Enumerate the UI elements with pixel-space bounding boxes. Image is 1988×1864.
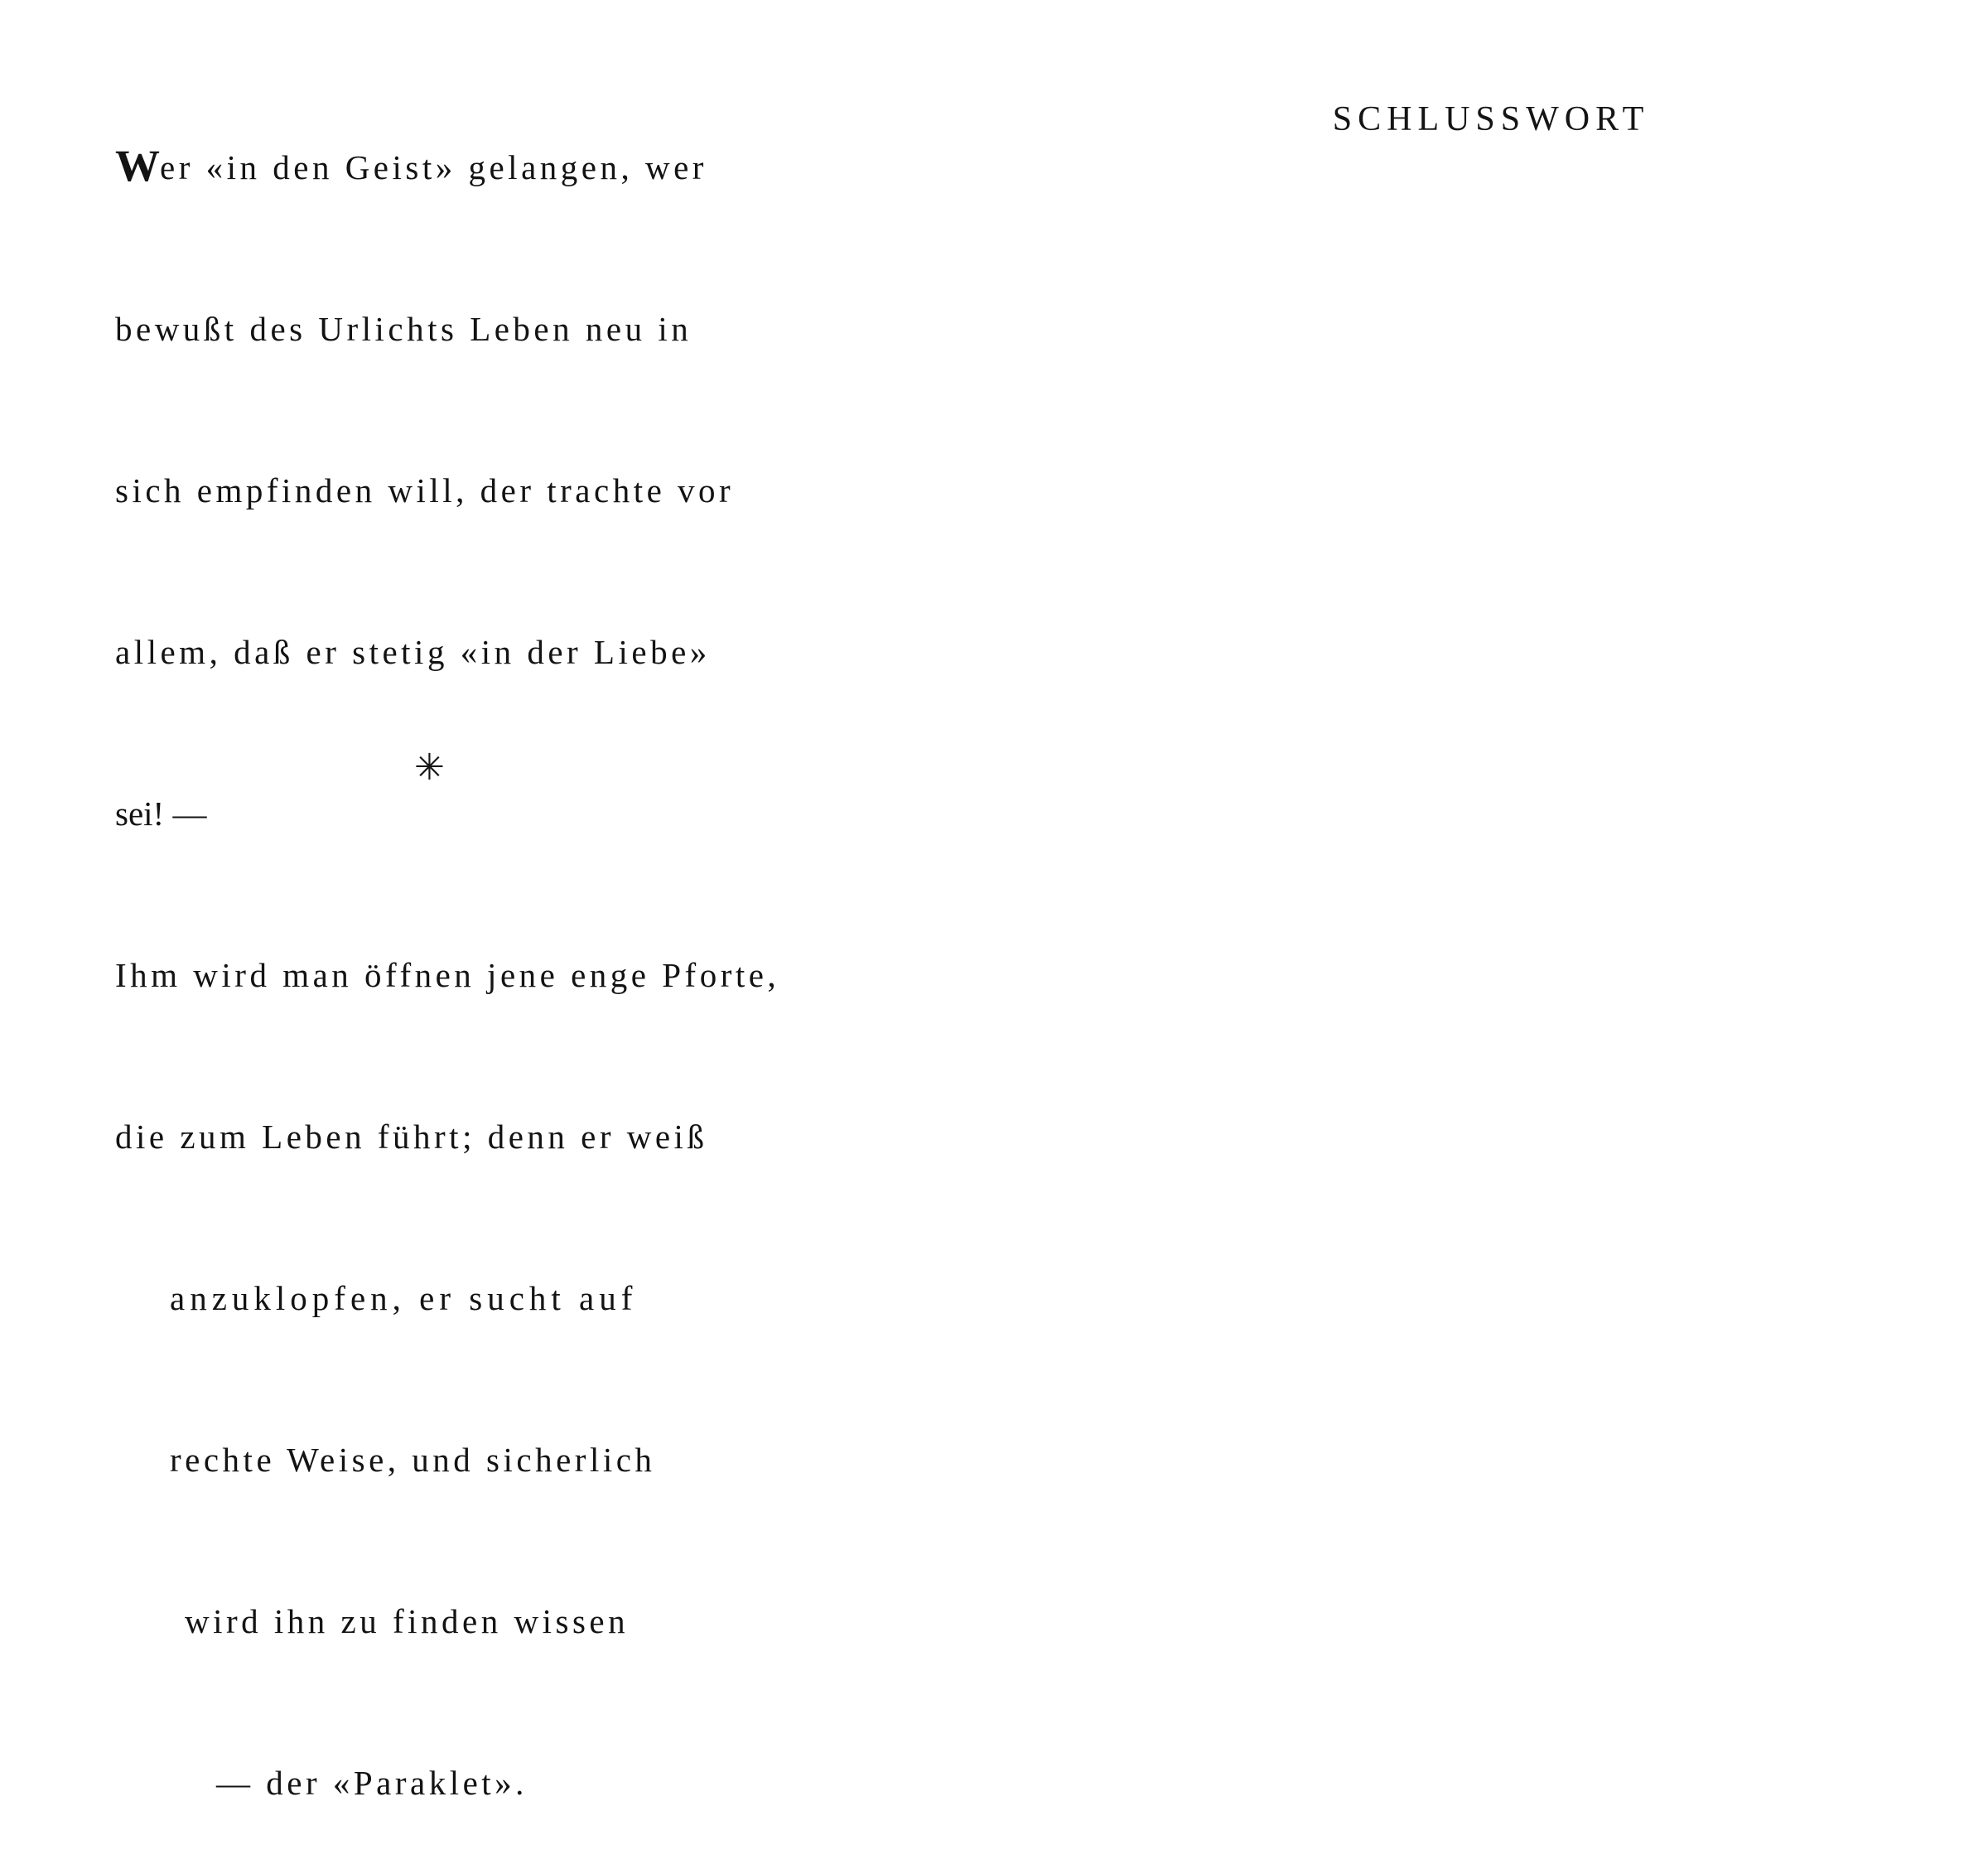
poem-line-text: anzuklopfen, er sucht auf	[170, 1279, 638, 1317]
poem-line	[81, 1056, 827, 1218]
poem-line-text: sich empfinden will, der trachte vor	[115, 471, 735, 509]
poem-line	[81, 1379, 827, 1541]
poem-line	[81, 733, 827, 895]
poem-line	[81, 87, 827, 249]
poem-line-text: bewußt des Urlichts Leben neu in	[115, 310, 692, 348]
poem-line	[81, 572, 827, 733]
poem-line-text: Ihm wird man öffnen jene enge Pforte,	[115, 956, 780, 994]
poem-line-text: allem, daß er stetig «in der Liebe»	[115, 633, 711, 671]
poem-line	[81, 1702, 827, 1864]
poem-line	[81, 895, 827, 1056]
poem-line-text: die zum Leben führt; denn er weiß	[115, 1118, 708, 1156]
poem-line-text: — der «Paraklet».	[216, 1764, 528, 1802]
asterisk-divider-icon: ✳	[414, 747, 445, 788]
poem-line	[81, 1541, 827, 1702]
drop-cap-initial: W	[115, 141, 160, 191]
poem-block	[81, 87, 827, 1864]
poem-line	[81, 410, 827, 572]
poem-line-text: wird ihn zu finden wissen	[185, 1602, 630, 1640]
poem-line-text: rechte Weise, und sicherlich	[170, 1441, 656, 1479]
poem-line	[81, 1218, 827, 1379]
poem-line	[81, 249, 827, 410]
poem-line-text: er «in den Geist» gelangen, wer	[160, 148, 707, 186]
page-heading: SCHLUSSWORT	[1332, 100, 1650, 138]
poem-line-text: sei! —	[115, 794, 207, 833]
